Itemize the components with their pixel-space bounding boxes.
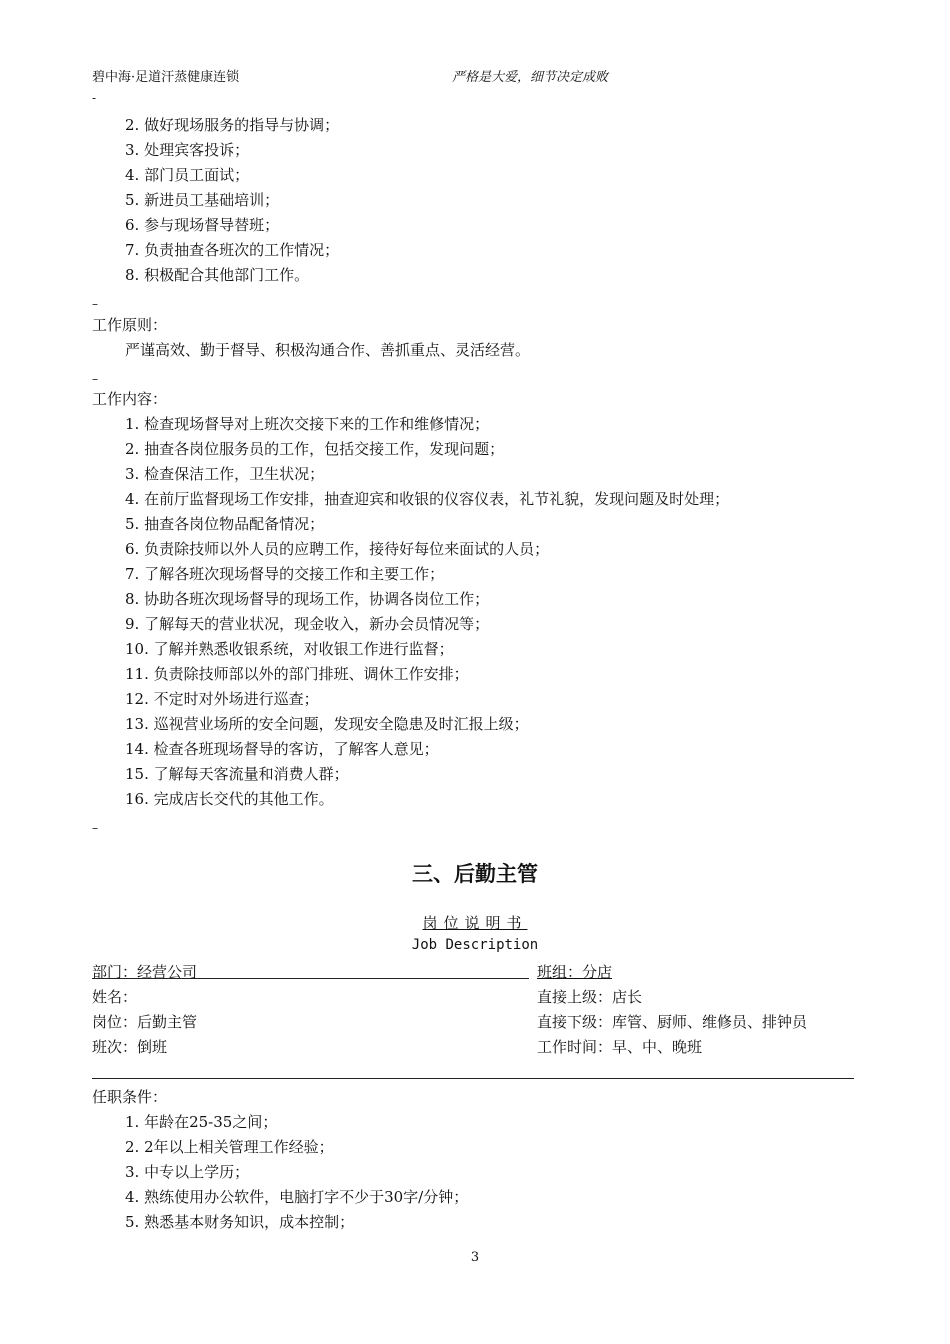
list-item: 14. 检查各班现场督导的客访，了解客人意见；	[125, 740, 439, 758]
list-item: 2. 2年以上相关管理工作经验；	[125, 1138, 334, 1156]
divider	[92, 978, 529, 979]
list-item: 16. 完成店长交代的其他工作。	[125, 790, 334, 808]
list-item: 4. 部门员工面试；	[125, 166, 250, 184]
requirements-label: 任职条件：	[92, 1088, 168, 1106]
page-number: 3	[470, 1250, 480, 1265]
content-label: 工作内容：	[92, 390, 168, 408]
divider	[92, 1078, 854, 1079]
list-item: 3. 中专以上学历；	[125, 1163, 250, 1181]
list-item: 4. 在前厅监督现场工作安排，抽查迎宾和收银的仪容仪表，礼节礼貌，发现问题及时处理；	[125, 490, 730, 508]
job-description-title-en: Job Description	[411, 937, 539, 953]
team-field: 班组：分店	[537, 963, 613, 981]
list-item: 5. 新进员工基础培训；	[125, 191, 280, 209]
superior-field: 直接上级：店长	[537, 988, 643, 1006]
list-item: 11. 负责除技师部以外的部门排班、调休工作安排；	[125, 665, 469, 683]
list-item: 6. 负责除技师以外人员的应聘工作，接待好每位来面试的人员；	[125, 540, 550, 558]
list-item: 8. 协助各班次现场督导的现场工作，协调各岗位工作；	[125, 590, 490, 608]
list-item: 5. 抽查各岗位物品配备情况；	[125, 515, 325, 533]
shift-field: 班次：倒班	[92, 1038, 168, 1056]
paragraph-mark: –	[92, 297, 98, 311]
list-item: 1. 检查现场督导对上班次交接下来的工作和维修情况；	[125, 415, 490, 433]
subordinates-field: 直接下级：库管、厨师、维修员、排钟员	[537, 1013, 808, 1031]
paragraph-mark: -	[92, 91, 97, 105]
list-item: 15. 了解每天客流量和消费人群；	[125, 765, 349, 783]
list-item: 5. 熟悉基本财务知识，成本控制；	[125, 1213, 355, 1231]
header-right-motto: 严格是大爱，细节决定成败	[452, 70, 609, 85]
principles-label: 工作原则：	[92, 316, 168, 334]
list-item: 13. 巡视营业场所的安全问题，发现安全隐患及时汇报上级；	[125, 715, 529, 733]
department-field: 部门：经营公司	[92, 963, 198, 981]
list-item: 4. 熟练使用办公软件，电脑打字不少于30字/分钟；	[125, 1188, 469, 1206]
list-item: 3. 检查保洁工作，卫生状况；	[125, 465, 325, 483]
section-title: 三、后勤主管	[412, 862, 538, 886]
header-left-company: 碧中海·足道汗蒸健康连锁	[92, 70, 240, 85]
principles-text: 严谨高效、勤于督导、积极沟通合作、善抓重点、灵活经营。	[125, 341, 531, 359]
list-item: 7. 了解各班次现场督导的交接工作和主要工作；	[125, 565, 445, 583]
list-item: 12. 不定时对外场进行巡查；	[125, 690, 319, 708]
paragraph-mark: –	[92, 821, 98, 835]
list-item: 10. 了解并熟悉收银系统，对收银工作进行监督；	[125, 640, 454, 658]
job-description-title-cn: 岗位说明书	[422, 914, 528, 932]
list-item: 6. 参与现场督导替班；	[125, 216, 280, 234]
list-item: 7. 负责抽查各班次的工作情况；	[125, 241, 340, 259]
paragraph-mark: –	[92, 372, 98, 386]
position-field: 岗位：后勤主管	[92, 1013, 198, 1031]
hours-field: 工作时间：早、中、晚班	[537, 1038, 703, 1056]
list-item: 2. 做好现场服务的指导与协调；	[125, 116, 340, 134]
name-field: 姓名：	[92, 988, 138, 1006]
list-item: 9. 了解每天的营业状况，现金收入，新办会员情况等；	[125, 615, 490, 633]
list-item: 2. 抽查各岗位服务员的工作，包括交接工作，发现问题；	[125, 440, 505, 458]
list-item: 3. 处理宾客投诉；	[125, 141, 250, 159]
list-item: 1. 年龄在25-35之间；	[125, 1113, 278, 1131]
list-item: 8. 积极配合其他部门工作。	[125, 266, 310, 284]
